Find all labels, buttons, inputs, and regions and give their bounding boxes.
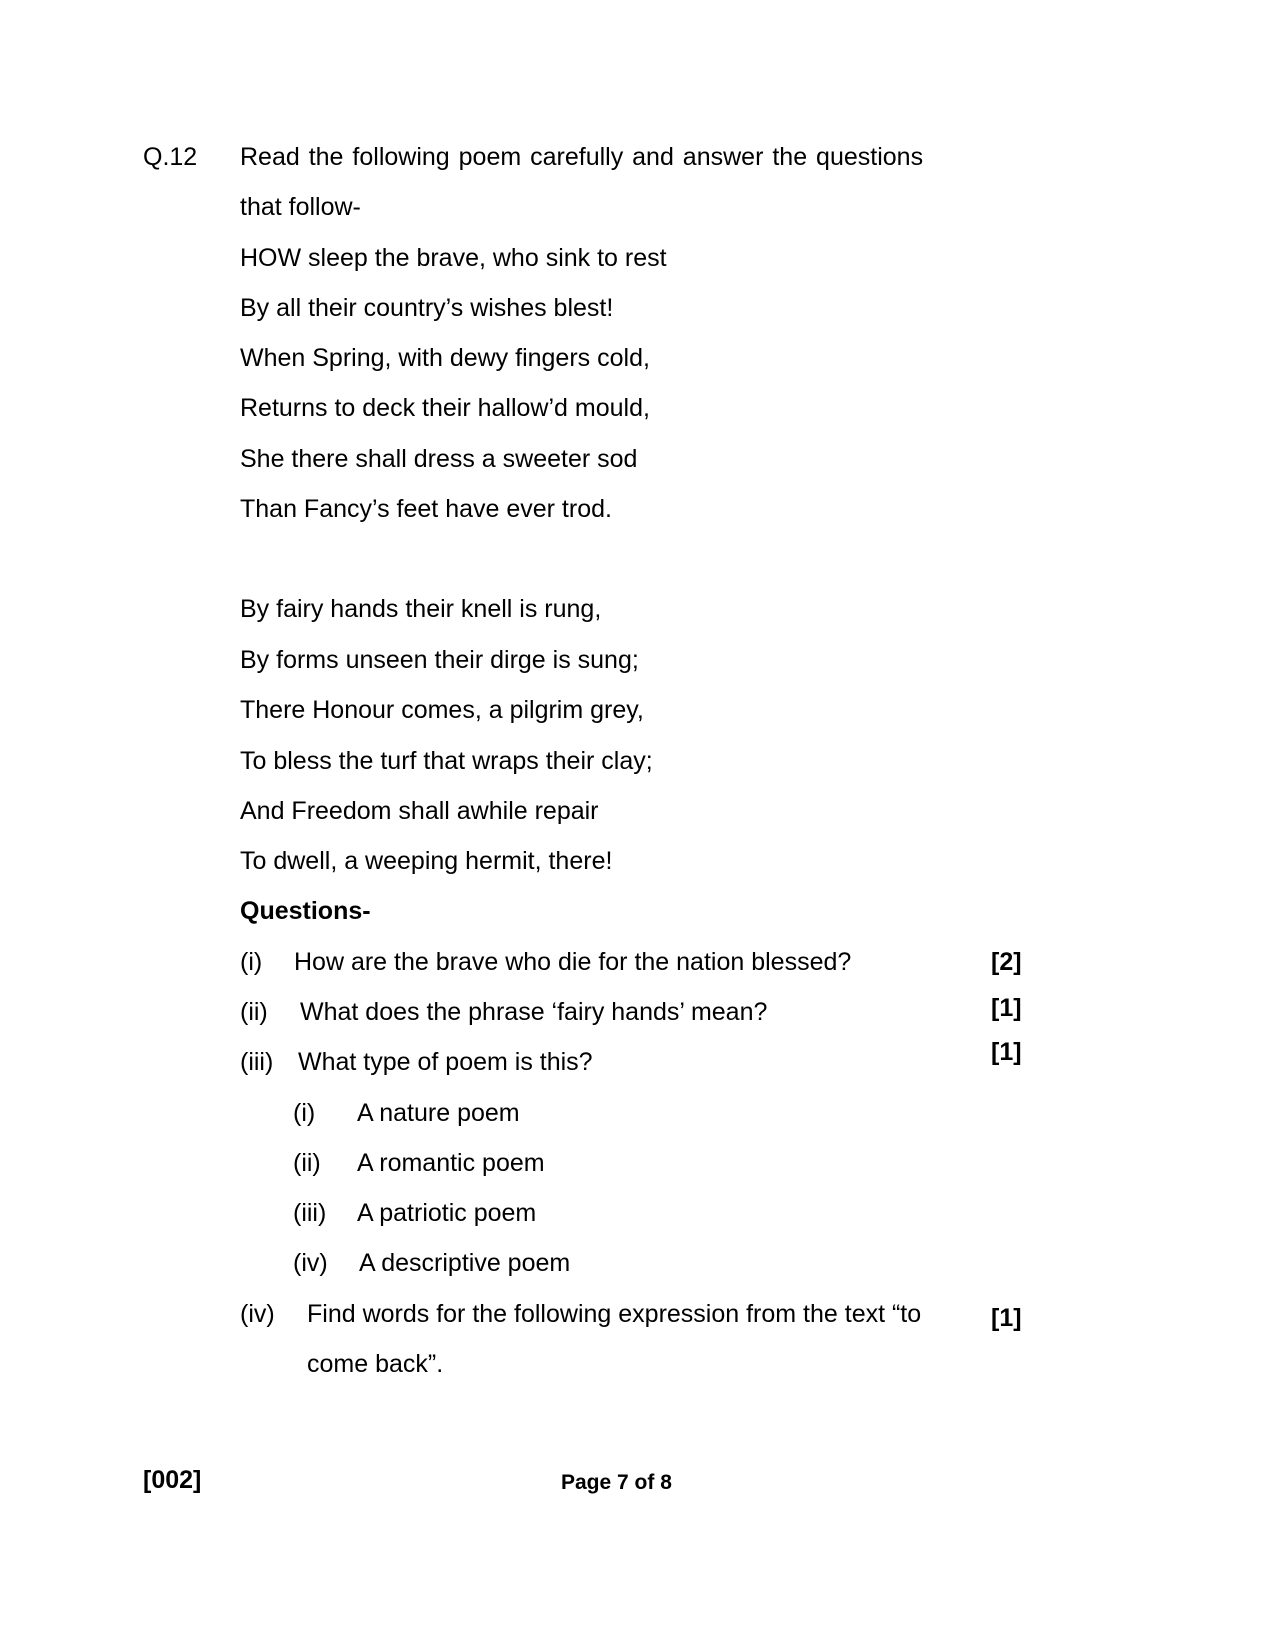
sub-question-number: (ii) [240, 998, 268, 1026]
poem-line: HOW sleep the brave, who sink to rest [240, 244, 667, 272]
poem-line: Than Fancy’s feet have ever trod. [240, 495, 612, 523]
question-instruction: Read the following poem carefully and answer the questions [240, 143, 924, 171]
option-number: (ii) [293, 1149, 321, 1177]
poem-line: By forms unseen their dirge is sung; [240, 646, 639, 674]
sub-question-text: How are the brave who die for the nation blessed? [294, 948, 852, 976]
sub-question-text-cont: come back”. [307, 1350, 444, 1378]
sub-question-number: (iii) [240, 1048, 274, 1076]
sub-question-text: What type of poem is this? [298, 1048, 593, 1076]
option-text: A romantic poem [357, 1149, 545, 1177]
questions-heading: Questions- [240, 897, 371, 925]
option-text: A descriptive poem [359, 1249, 571, 1277]
question-instruction-cont: that follow- [240, 193, 361, 221]
poem-line: She there shall dress a sweeter sod [240, 445, 638, 473]
marks-badge: [1] [991, 1304, 1022, 1332]
sub-question-text: Find words for the following expression from the text “to [307, 1300, 922, 1328]
question-number: Q.12 [143, 143, 198, 171]
paper-code: [002] [143, 1466, 202, 1494]
sub-question-number: (iv) [240, 1300, 275, 1328]
option-text: A patriotic poem [357, 1199, 537, 1227]
poem-line: There Honour comes, a pilgrim grey, [240, 696, 644, 724]
option-text: A nature poem [357, 1099, 520, 1127]
poem-line: By all their country’s wishes blest! [240, 294, 614, 322]
sub-question-number: (i) [240, 948, 263, 976]
marks-badge: [1] [991, 1038, 1022, 1066]
marks-badge: [2] [991, 948, 1022, 976]
poem-line: When Spring, with dewy fingers cold, [240, 344, 650, 372]
page-number: Page 7 of 8 [561, 1471, 672, 1494]
poem-line: By fairy hands their knell is rung, [240, 595, 602, 623]
option-number: (iv) [293, 1249, 328, 1277]
poem-line: To bless the turf that wraps their clay; [240, 747, 653, 775]
poem-line: Returns to deck their hallow’d mould, [240, 394, 650, 422]
option-number: (iii) [293, 1199, 327, 1227]
option-number: (i) [293, 1099, 316, 1127]
sub-question-text: What does the phrase ‘fairy hands’ mean? [300, 998, 768, 1026]
poem-line: And Freedom shall awhile repair [240, 797, 599, 825]
poem-line: To dwell, a weeping hermit, there! [240, 847, 613, 875]
marks-badge: [1] [991, 994, 1022, 1022]
